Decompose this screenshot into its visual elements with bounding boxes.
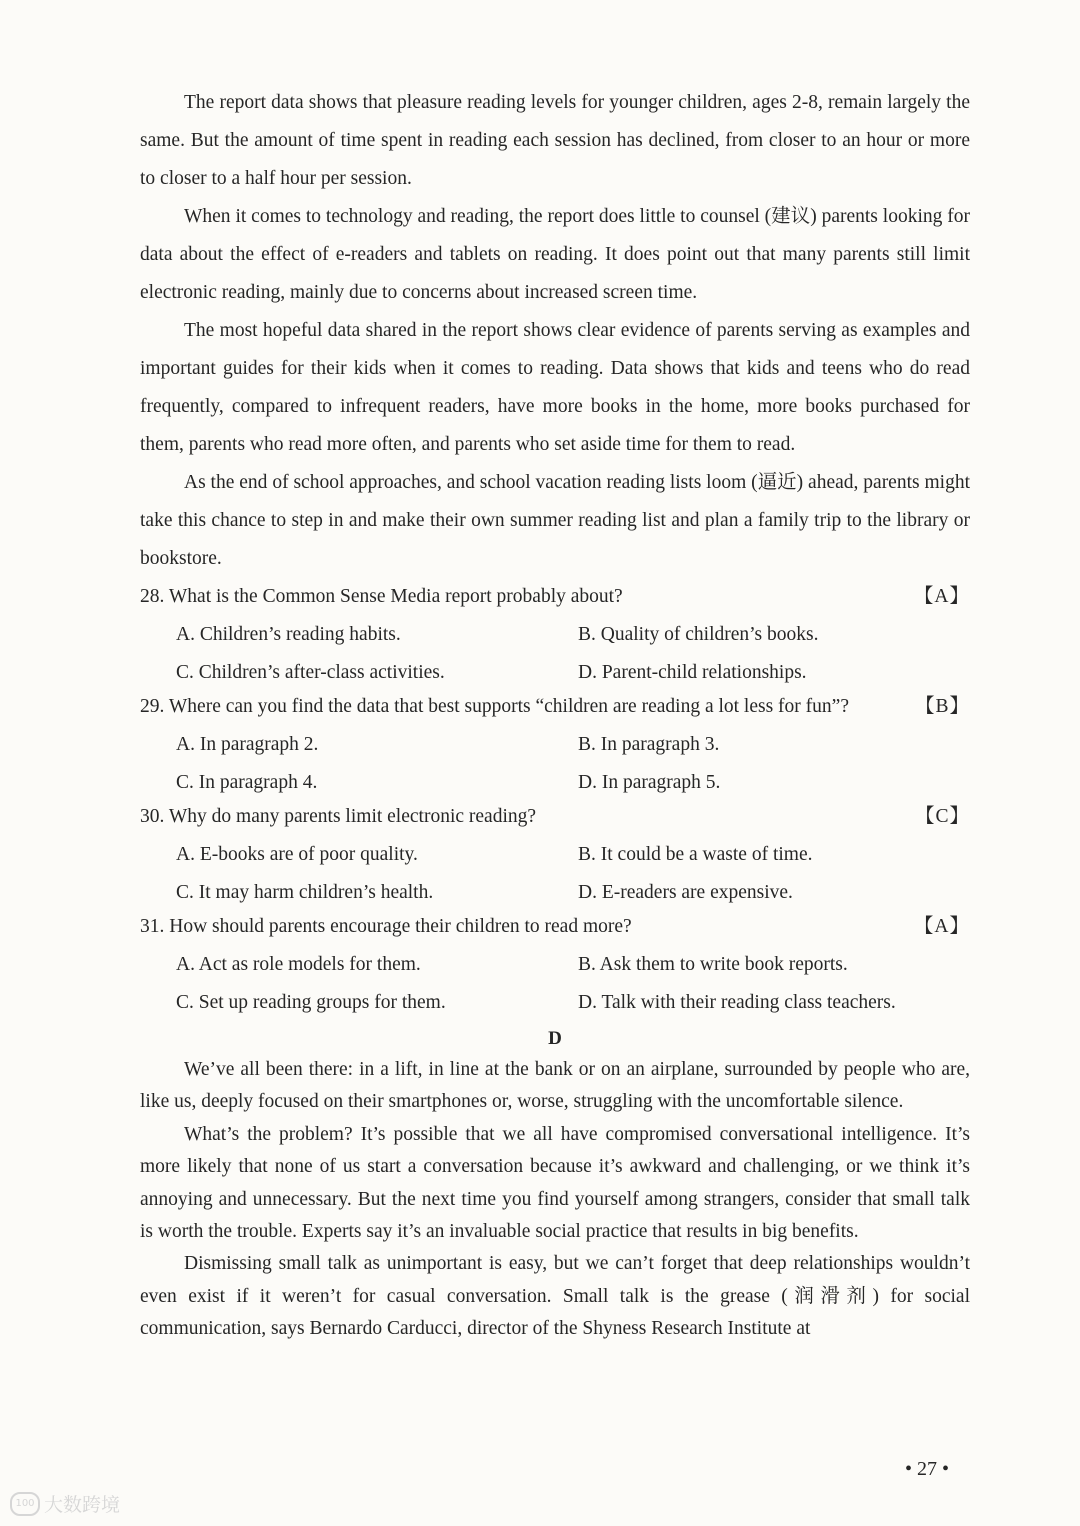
option-a: A. In paragraph 2. bbox=[176, 734, 319, 755]
question-stem: 28. What is the Common Sense Media report probably about? bbox=[140, 586, 623, 607]
option-b: B. In paragraph 3. bbox=[578, 734, 720, 755]
answer-label: 【A】 bbox=[913, 586, 970, 607]
paragraph-c-1: The report data shows that pleasure reading levels for younger children, ages 2-8, remain largely the same. But the amount of time spent in reading each session has declined, from closer to an hour or more to closer to a half hour per session. bbox=[140, 92, 970, 189]
option-b: B. Ask them to write book reports. bbox=[578, 954, 848, 975]
question-stem: 30. Why do many parents limit electronic reading? bbox=[140, 806, 537, 827]
page-content bbox=[140, 84, 970, 1346]
paragraph-d-2: What’s the problem? It’s possible that we all have compromised conversational intelligence. It’s more likely that none of us start a conversation because it’s awkward and challenging, or we think it’s annoying and unnecessary. But the next time you find yourself among strangers, consider that small talk is worth the trouble. Experts say it’s an invaluable social practice that results in big benefits. bbox=[140, 1123, 970, 1243]
question-29 bbox=[140, 688, 970, 726]
watermark-text: 大数跨境 bbox=[44, 1494, 121, 1516]
paragraph-d-3: Dismissing small talk as unimportant is easy, but we can’t forget that deep relationships wouldn’t even exist if it weren’t for casual conversation. Small talk is the grease (润滑剂) for social communication, says Bernardo Carducci, director of the Shyness Research Institute at bbox=[140, 1253, 970, 1340]
question-31 bbox=[140, 908, 970, 946]
question-28 bbox=[140, 578, 970, 616]
page-number: • 27 • bbox=[905, 1458, 950, 1480]
answer-label: 【A】 bbox=[913, 916, 970, 937]
watermark bbox=[10, 1490, 120, 1517]
options-row bbox=[140, 946, 970, 984]
question-30 bbox=[140, 798, 970, 836]
options-row bbox=[140, 654, 970, 692]
options-row bbox=[140, 726, 970, 764]
option-c: C. Set up reading groups for them. bbox=[176, 992, 446, 1013]
option-d: D. In paragraph 5. bbox=[578, 772, 721, 793]
paragraph-c-2: When it comes to technology and reading, the report does little to counsel (建议) parents looking for data about the effect of e-readers and tablets on reading. It does point out that many parents still limit electronic reading, mainly due to concerns about increased screen time. bbox=[140, 206, 970, 303]
option-c: C. Children’s after-class activities. bbox=[176, 662, 445, 683]
paragraph-c-4: As the end of school approaches, and school vacation reading lists loom (逼近) ahead, parents might take this chance to step in and make their own summer reading list and plan a family trip to the library or bookstore. bbox=[140, 472, 970, 569]
paragraph-d-1: We’ve all been there: in a lift, in line at the bank or on an airplane, surrounded by people who are, like us, deeply focused on their smartphones or, worse, struggling with the uncomfortable silence. bbox=[140, 1059, 970, 1113]
option-d: D. Talk with their reading class teachers. bbox=[578, 992, 896, 1013]
answer-label: 【C】 bbox=[914, 806, 970, 827]
option-d: D. Parent-child relationships. bbox=[578, 662, 807, 683]
question-stem: 29. Where can you find the data that best supports “children are reading a lot less for fun”? bbox=[140, 696, 849, 717]
question-stem: 31. How should parents encourage their children to read more? bbox=[140, 916, 632, 937]
options-row bbox=[140, 984, 970, 1022]
option-a: A. E-books are of poor quality. bbox=[176, 844, 418, 865]
options-row bbox=[140, 874, 970, 912]
option-b: B. It could be a waste of time. bbox=[578, 844, 813, 865]
options-row bbox=[140, 616, 970, 654]
option-a: A. Children’s reading habits. bbox=[176, 624, 401, 645]
option-c: C. It may harm children’s health. bbox=[176, 882, 434, 903]
watermark-logo-icon: 100 bbox=[10, 1492, 40, 1516]
answer-label: 【B】 bbox=[914, 696, 970, 717]
options-row bbox=[140, 836, 970, 874]
paragraph-c-3: The most hopeful data shared in the report shows clear evidence of parents serving as examples and important guides for their kids when it comes to reading. Data shows that kids and teens who do read frequently, compared to infrequent readers, have more books in the home, more books purchased for them, parents who read more often, and parents who set aside time for them to read. bbox=[140, 320, 970, 455]
option-b: B. Quality of children’s books. bbox=[578, 624, 819, 645]
option-c: C. In paragraph 4. bbox=[176, 772, 318, 793]
option-d: D. E-readers are expensive. bbox=[578, 882, 793, 903]
options-row bbox=[140, 764, 970, 802]
section-heading-d: D bbox=[548, 1028, 562, 1049]
option-a: A. Act as role models for them. bbox=[176, 954, 421, 975]
